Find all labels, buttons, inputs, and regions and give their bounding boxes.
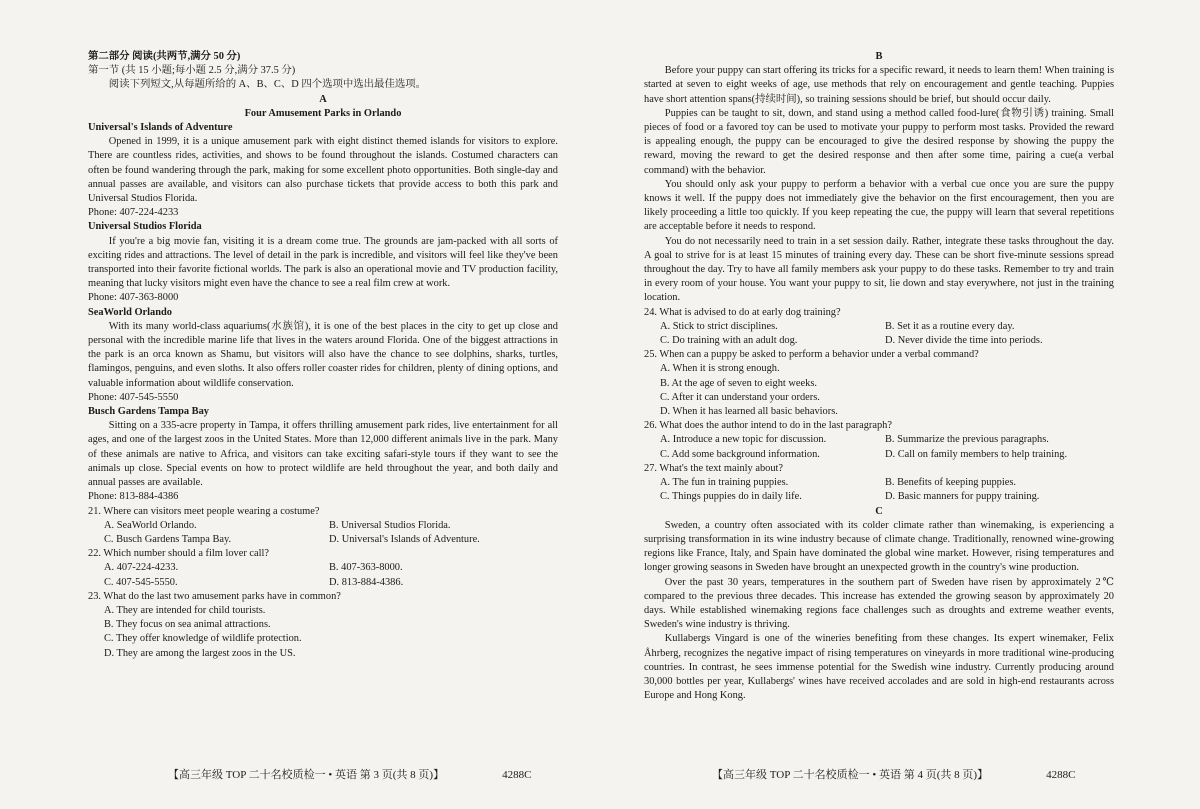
option: D. When it has learned all basic behaviors. <box>660 406 838 418</box>
option: C. Add some background information. <box>660 448 820 460</box>
footer-text: 【高三年级 TOP 二十名校质检一 • 英语 第 3 页(共 8 页)】 <box>168 769 445 781</box>
option: D. Call on family members to help training. <box>885 448 1068 460</box>
section-heading: 第一节 (共 15 小题;每小题 2.5 分,满分 37.5 分) <box>88 65 296 77</box>
park-description: Sitting on a 335-acre property in Tampa, it offers thrilling amusement park rides, live entertainment for all ages, and one of the largest zoos in the United States. More than 12,000 different animals live in the park. Many of these animals are native to Africa, and visitors can take exciting safari-style tours if they want to see the animals up close. Special events on how to protect wildlife are held throughout the year, and both daily and annual passes are available. <box>88 420 558 489</box>
park-name: Busch Gardens Tampa Bay <box>88 406 209 418</box>
page-footer <box>168 766 531 782</box>
park-description: If you're a big movie fan, visiting it is a dream come true. The grounds are jam-packed with all sorts of exciting rides and attractions. The level of detail in the park is incredible, and visitors will feel like they've been transported into their favorite fictional worlds. The park is also an operational movie and TV production facility, meaning that lucky visitors might even have the chance to see a real film crew at work. <box>88 235 558 290</box>
option: D. 813-884-4386. <box>329 576 404 588</box>
question-options <box>88 604 558 661</box>
park-description: With its many world-class aquariums(水族馆), it is one of the best places in the city to get up close and personal with the incredible marine life that lives in the waters around Florida. One of the biggest attractions in the park is an orca known as Shamu, but visitors will also have the chance to see dolphins, sharks, turtles, flamingos, penguins, and even sloths. It also offers roller coaster rides for children, plenty of dining options, and valuable information about wildlife conservation. <box>88 320 558 389</box>
passage-letter-c: C <box>875 505 883 517</box>
option: C. Things puppies do in daily life. <box>660 491 802 503</box>
passage-paragraph: Kullabergs Vingard is one of the wineries benefiting from these changes. Its expert winemaker, Felix Åhrberg, recognizes the negative impact of rising temperatures on vineyards in more traditional wine-producing countries. In contrast, he sees immense potential for the Swedish wine industry. Currently producing around 30,000 bottles per year, Kullabergs' wines have received accolades and are sold in high-end restaurants across Europe and Hong Kong. <box>644 633 1114 702</box>
right-column <box>644 50 1114 703</box>
option: A. The fun in training puppies. <box>660 477 789 489</box>
question-stem: 21. Where can visitors meet people wearing a costume? <box>88 505 320 517</box>
option: D. Basic manners for puppy training. <box>885 491 1040 503</box>
option: A. Introduce a new topic for discussion. <box>660 434 827 446</box>
passage-paragraph: Sweden, a country often associated with its colder climate rather than winemaking, is experiencing a surprising transformation in its wine industry because of climate change. Traditionally, renowned wine-growing regions like France, Italy, and Spain have dominated the global wine market. However, rising temperatures and longer growing seasons in Sweden have brought an unexpected growth in the country's wine production. <box>644 519 1114 574</box>
park-phone: Phone: 813-884-4386 <box>88 491 179 503</box>
option: D. Universal's Islands of Adventure. <box>329 533 480 545</box>
option: B. Universal Studios Florida. <box>329 519 451 531</box>
passage-title: Four Amusement Parks in Orlando <box>244 107 402 119</box>
option: B. 407-363-8000. <box>329 562 403 574</box>
right-page <box>600 0 1200 809</box>
page-footer <box>712 766 1075 782</box>
park-name: Universal Studios Florida <box>88 221 202 233</box>
passage-paragraph: Before your puppy can start offering its tricks for a specific reward, it needs to learn them! When training is started at seven to eight weeks of age, use methods that rely on encouragement and gentle teaching. Puppies have short attention spans(持续时间), so training sessions should be brief, but should occur daily. <box>644 65 1114 105</box>
park-phone: Phone: 407-224-4233 <box>88 207 179 219</box>
question-stem: 27. What's the text mainly about? <box>644 462 784 474</box>
footer-code: 4288C <box>502 769 532 781</box>
option: B. Summarize the previous paragraphs. <box>885 434 1049 446</box>
park-name: Universal's Islands of Adventure <box>88 122 233 134</box>
park-phone: Phone: 407-545-5550 <box>88 391 179 403</box>
option: B. Set it as a routine every day. <box>885 320 1015 332</box>
option: A. 407-224-4233. <box>104 562 179 574</box>
question-options <box>644 476 1114 504</box>
question-options <box>88 519 558 547</box>
left-column <box>88 50 558 661</box>
option: D. Never divide the time into periods. <box>885 335 1043 347</box>
question-options <box>644 362 1114 419</box>
instruction: 阅读下列短文,从每题所给的 A、B、C、D 四个选项中选出最佳选项。 <box>108 79 427 91</box>
footer-code: 4288C <box>1046 769 1076 781</box>
part-heading: 第二部分 阅读(共两节,满分 50 分) <box>88 51 241 62</box>
question-stem: 23. What do the last two amusement parks have in common? <box>88 590 341 602</box>
option: A. When it is strong enough. <box>660 363 780 375</box>
passage-paragraph: You should only ask your puppy to perform a behavior with a verbal cue once you are sure the puppy knows it well. If the puppy does not immediately give the behavior on the first encouragement, then you are likely proceeding a little too quickly. If you keep repeating the cue, the puppy will learn that several repetitions are acceptable before it needs to respond. <box>644 178 1114 233</box>
option: C. After it can understand your orders. <box>660 391 820 403</box>
park-description: Opened in 1999, it is a unique amusement park with eight distinct themed islands for visitors to explore. There are countless rides, activities, and shows to be found throughout the islands. Costumed characters can often be found wandering through the park, making for some excellent photo opportunities. Both single-day and annual passes are available, and visitors can also purchase tickets that provide access to both this park and Universal Studios Florida. <box>88 136 558 205</box>
park-name: SeaWorld Orlando <box>88 306 173 318</box>
option: C. Busch Gardens Tampa Bay. <box>104 533 232 545</box>
passage-paragraph: Puppies can be taught to sit, down, and stand using a method called food-lure(食物引诱) training. Small pieces of food or a favored toy can be used to motivate your puppy to perform most tasks. Provided the reward is appealing enough, the puppy can be encouraged to give the desired response by showing the puppy the reward, moving the reward to get the desired response and then after some time, pairing a cue(a verbal command) with the behavior. <box>644 107 1114 176</box>
question-options <box>88 561 558 589</box>
passage-paragraph: Over the past 30 years, temperatures in the southern part of Sweden have risen by approximately 2℃ compared to the previous three decades. This increase has extended the growing season by approximately 20 days. While established winemaking regions face challenges such as droughts and extreme weather events, Sweden's wine industry is thriving. <box>644 576 1114 631</box>
option: C. Do training with an adult dog. <box>660 335 798 347</box>
footer-text: 【高三年级 TOP 二十名校质检一 • 英语 第 4 页(共 8 页)】 <box>712 769 989 781</box>
option: A. SeaWorld Orlando. <box>104 519 197 531</box>
option: A. They are intended for child tourists. <box>104 604 266 616</box>
passage-letter-b: B <box>875 51 883 62</box>
question-options <box>644 320 1114 348</box>
question-stem: 25. When can a puppy be asked to perform a behavior under a verbal command? <box>644 349 979 361</box>
question-stem: 22. Which number should a film lover call? <box>88 548 270 560</box>
option: C. 407-545-5550. <box>104 576 178 588</box>
question-options <box>644 433 1114 461</box>
question-stem: 24. What is advised to do at early dog training? <box>644 306 841 318</box>
option: C. They offer knowledge of wildlife protection. <box>104 633 302 645</box>
passage-paragraph: You do not necessarily need to train in a set session daily. Rather, integrate these tasks throughout the day. A goal to strive for is at least 15 minutes of training every day. These can be short five-minute sessions spread throughout the day. Try to have all family members ask your puppy to do these tasks. Remember to try and train in every room of your house. You want your puppy to sit, lie down and stay everywhere, not just in the training location. <box>644 235 1114 304</box>
option: B. At the age of seven to eight weeks. <box>660 377 817 389</box>
passage-letter-a: A <box>319 93 327 105</box>
park-phone: Phone: 407-363-8000 <box>88 292 179 304</box>
option: B. Benefits of keeping puppies. <box>885 477 1017 489</box>
option: A. Stick to strict disciplines. <box>660 320 778 332</box>
option: B. They focus on sea animal attractions. <box>104 619 271 631</box>
option: D. They are among the largest zoos in the US. <box>104 647 296 659</box>
question-stem: 26. What does the author intend to do in the last paragraph? <box>644 420 892 432</box>
